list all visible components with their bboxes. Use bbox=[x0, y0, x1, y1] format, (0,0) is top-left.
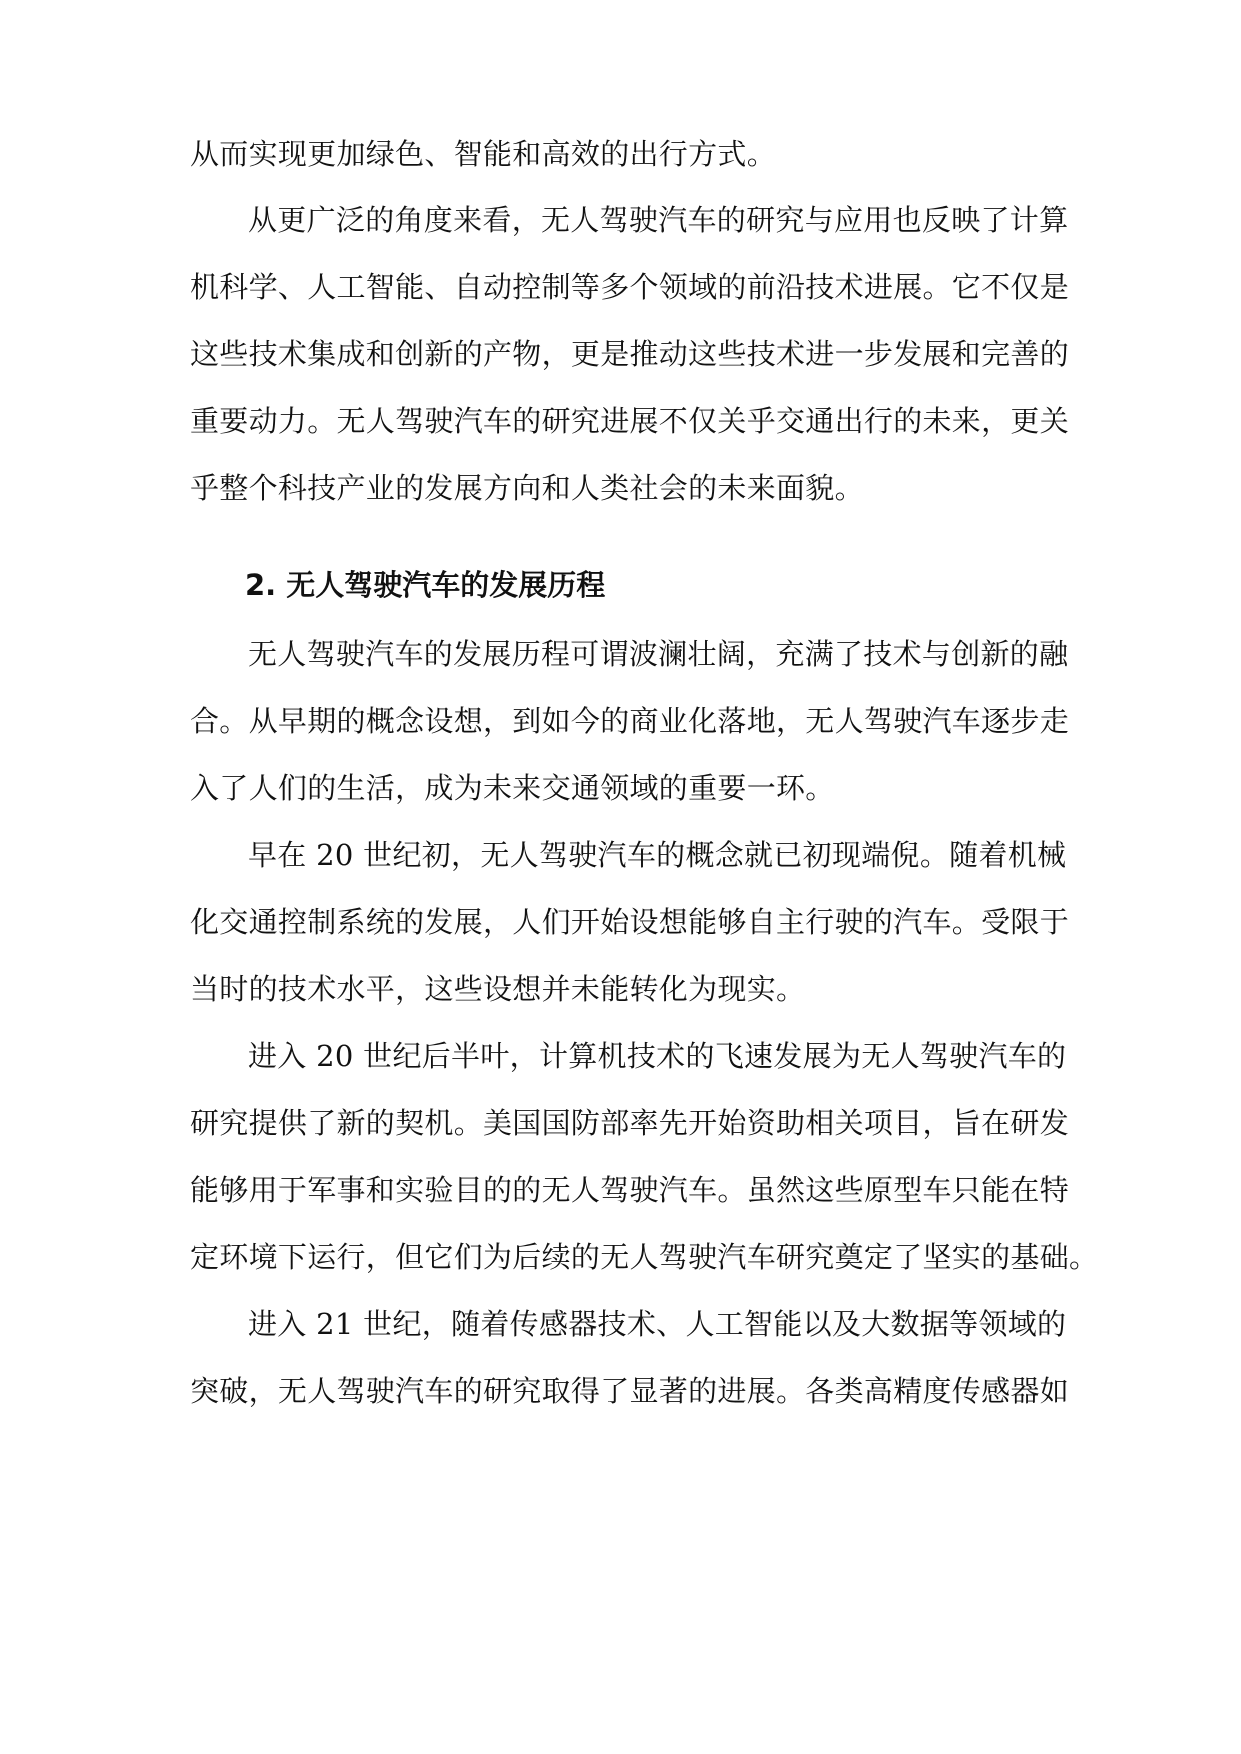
text-line: 当时的技术水平，这些设想并未能转化为现实。 bbox=[190, 972, 806, 1006]
text-line: 化交通控制系统的发展，人们开始设想能够自主行驶的汽车。受限于 bbox=[190, 905, 1070, 939]
text-line: 重要动力。无人驾驶汽车的研究进展不仅关乎交通出行的未来，更关 bbox=[190, 404, 1070, 438]
text-line: 突破，无人驾驶汽车的研究取得了显著的进展。各类高精度传感器如 bbox=[190, 1374, 1070, 1408]
text-line: 从而实现更加绿色、智能和高效的出行方式。 bbox=[190, 137, 777, 171]
text-line: 早在 20 世纪初，无人驾驶汽车的概念就已初现端倪。随着机械 bbox=[248, 838, 1067, 872]
text-line: 机科学、人工智能、自动控制等多个领域的前沿技术进展。它不仅是 bbox=[190, 270, 1070, 304]
text-line: 乎整个科技产业的发展方向和人类社会的未来面貌。 bbox=[190, 471, 864, 505]
text-line: 能够用于军事和实验目的的无人驾驶汽车。虽然这些原型车只能在特 bbox=[190, 1173, 1070, 1207]
text-line: 定环境下运行，但它们为后续的无人驾驶汽车研究奠定了坚实的基础。 bbox=[190, 1240, 1099, 1274]
text-line: 这些技术集成和创新的产物，更是推动这些技术进一步发展和完善的 bbox=[190, 337, 1070, 371]
text-line: 从更广泛的角度来看，无人驾驶汽车的研究与应用也反映了计算 bbox=[248, 203, 1069, 237]
text-line: 合。从早期的概念设想，到如今的商业化落地，无人驾驶汽车逐步走 bbox=[190, 704, 1070, 738]
text-line: 入了人们的生活，成为未来交通领域的重要一环。 bbox=[190, 771, 835, 805]
text-line: 无人驾驶汽车的发展历程可谓波澜壮阔，充满了技术与创新的融 bbox=[248, 637, 1069, 671]
text-line: 进入 20 世纪后半叶，计算机技术的飞速发展为无人驾驶汽车的 bbox=[248, 1039, 1067, 1073]
text-line: 研究提供了新的契机。美国国防部率先开始资助相关项目，旨在研发 bbox=[190, 1106, 1070, 1140]
section-heading: 2. 无人驾驶汽车的发展历程 bbox=[245, 568, 606, 602]
text-line: 进入 21 世纪，随着传感器技术、人工智能以及大数据等领域的 bbox=[248, 1307, 1067, 1341]
